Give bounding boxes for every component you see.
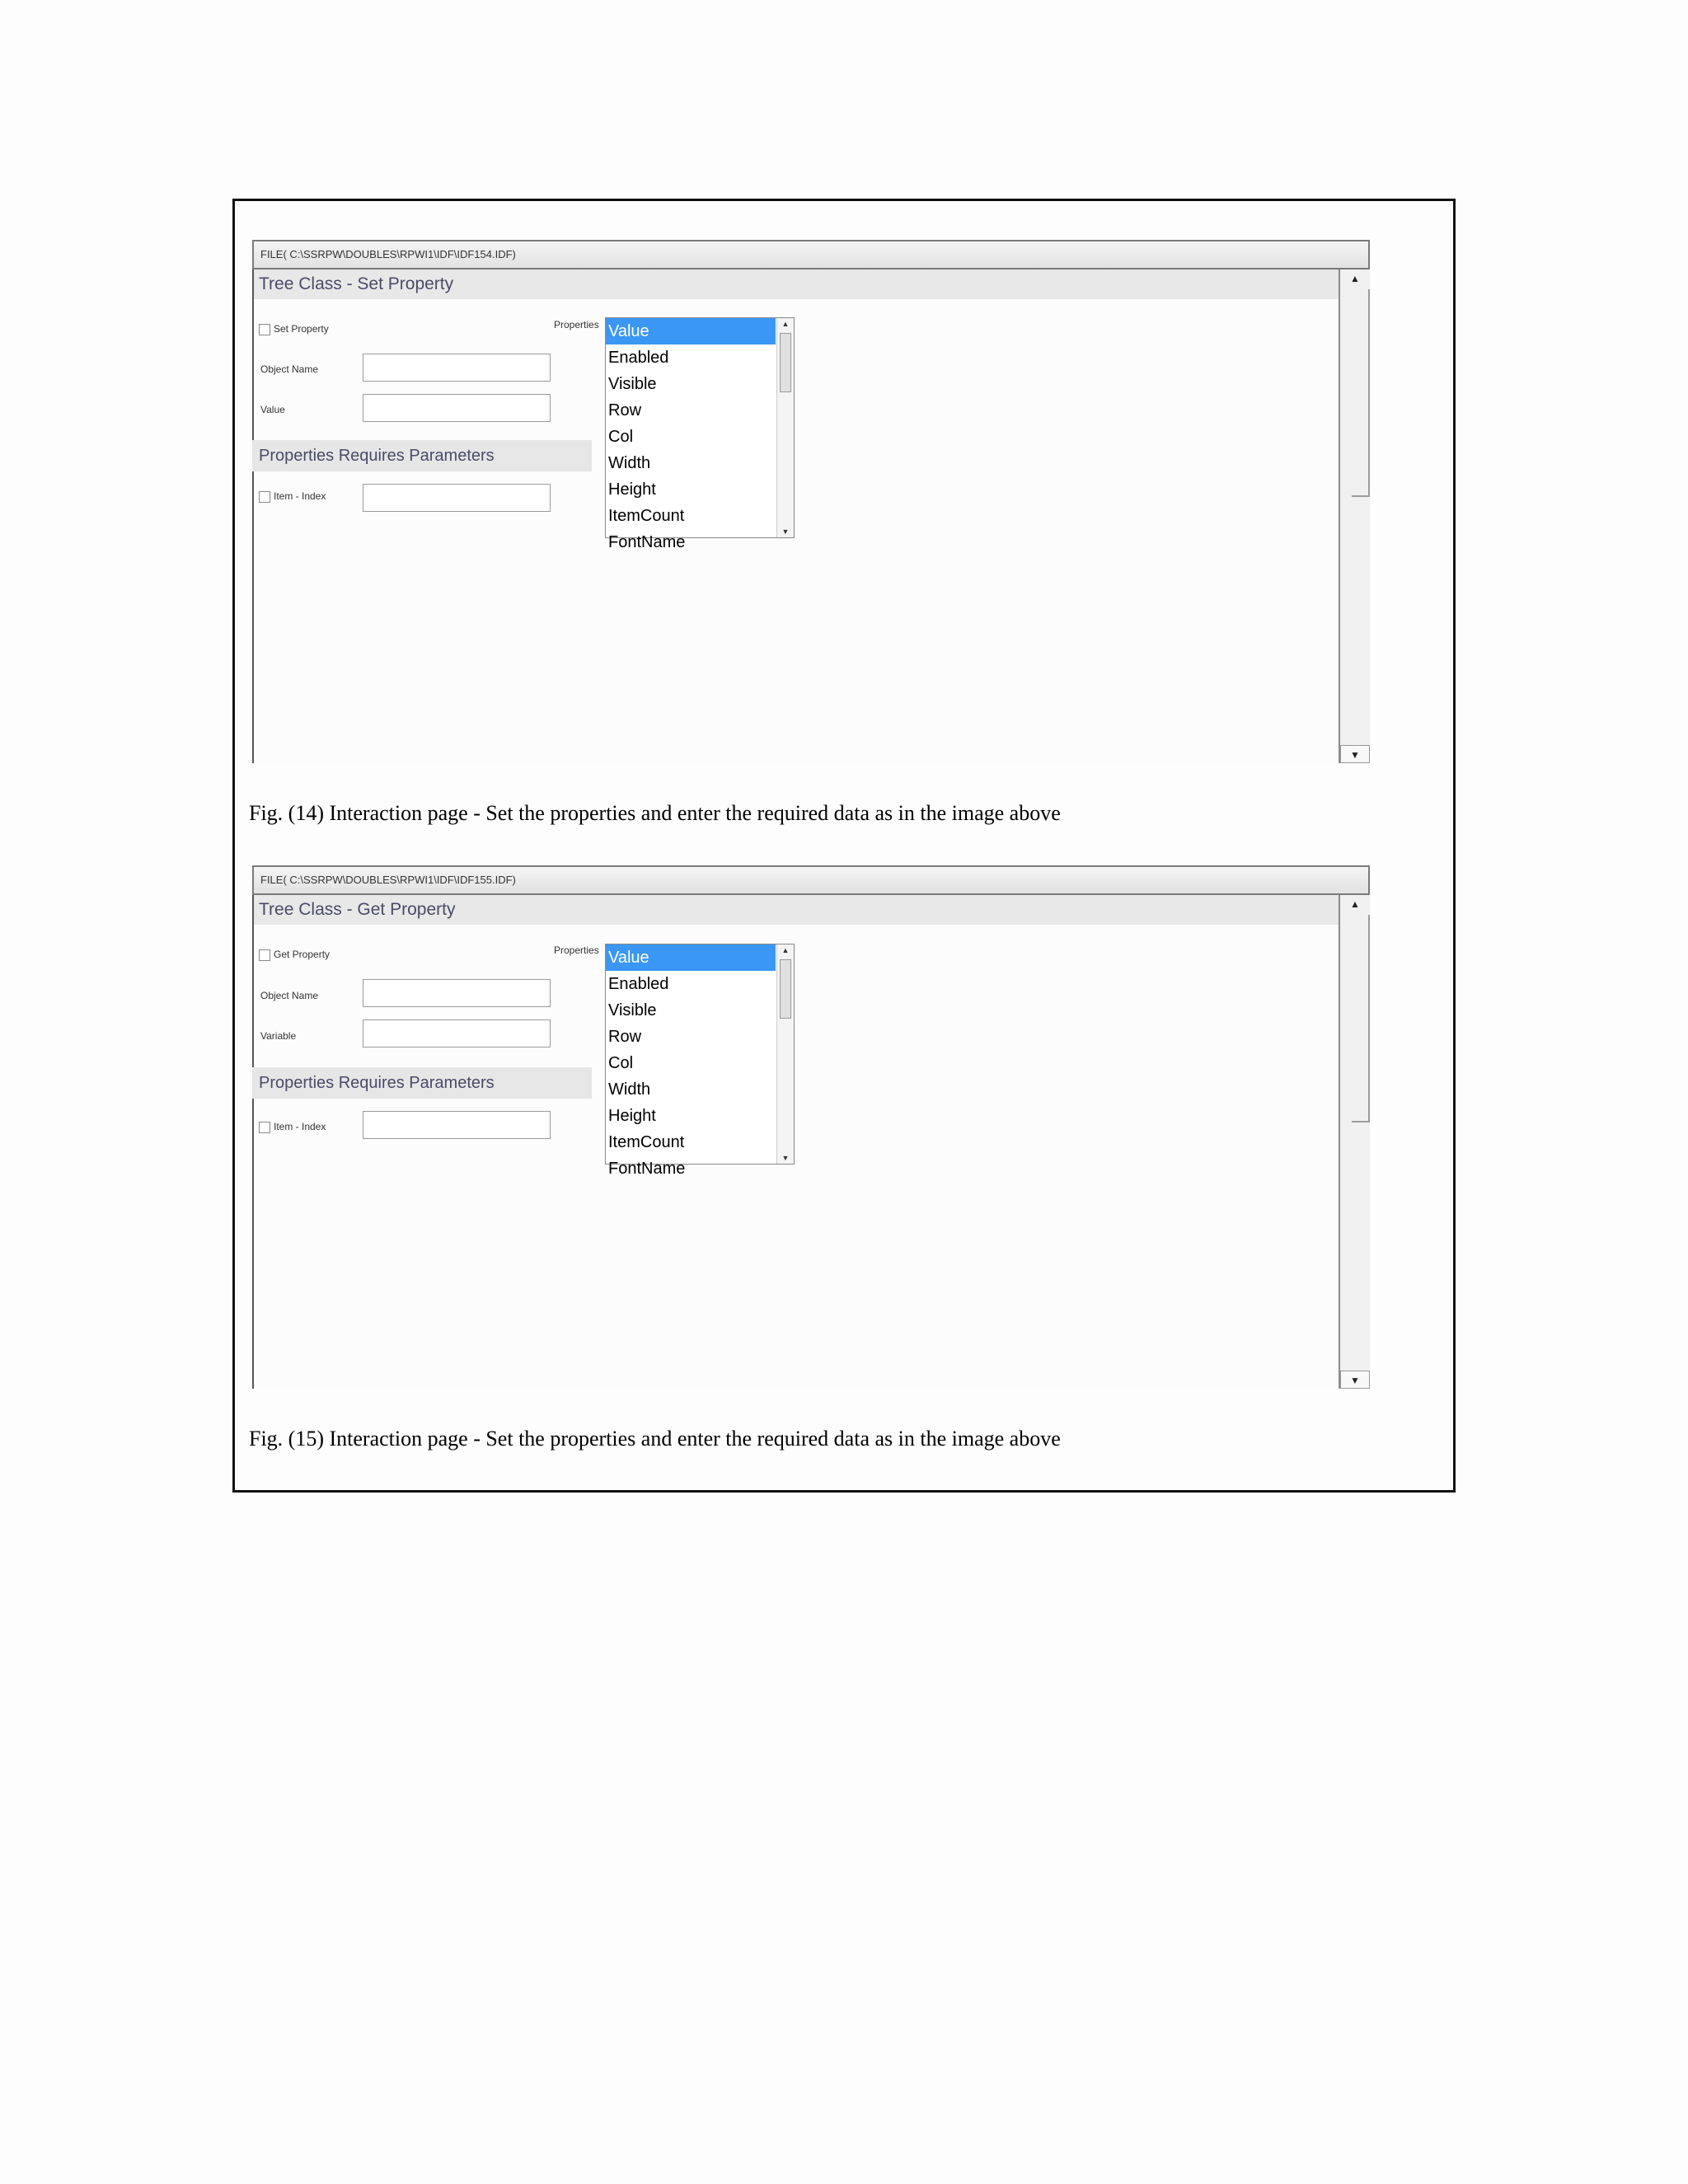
- scroll-down-arrow-icon[interactable]: ▼: [1340, 745, 1370, 763]
- set-property-label: Set Property: [274, 323, 329, 335]
- list-item-row[interactable]: Row: [608, 401, 642, 419]
- item-index-checkbox[interactable]: [259, 491, 270, 503]
- listbox-up-arrow-icon[interactable]: ▲: [781, 320, 790, 328]
- vertical-scrollbar[interactable]: [1339, 895, 1370, 1389]
- object-name-field[interactable]: [363, 354, 551, 382]
- object-name-label: Object Name: [260, 363, 319, 375]
- list-item-width[interactable]: Width: [608, 454, 651, 472]
- scroll-up-arrow-icon[interactable]: ▲: [1350, 273, 1360, 284]
- properties-label: Properties: [554, 944, 599, 956]
- list-item-height[interactable]: Height: [608, 1107, 656, 1125]
- variable-label: Variable: [260, 1030, 297, 1042]
- file-path-bar: FILE( C:\SSRPW\DOUBLES\RPWI1\IDF\IDF154.IDF): [252, 240, 1370, 269]
- listbox-items: [606, 944, 776, 1182]
- panel-title: Tree Class - Get Property: [252, 895, 1339, 925]
- list-item-col[interactable]: Col: [608, 428, 634, 446]
- list-item-enabled[interactable]: Enabled: [608, 975, 669, 993]
- vertical-scrollbar[interactable]: [1339, 269, 1370, 763]
- item-index-field[interactable]: [363, 1111, 551, 1139]
- list-item-value[interactable]: Value: [606, 944, 776, 971]
- listbox-down-arrow-icon[interactable]: ▼: [781, 527, 790, 536]
- list-item-fontname[interactable]: FontName: [608, 533, 686, 551]
- scrollbar-thumb[interactable]: [1352, 289, 1370, 497]
- get-property-label: Get Property: [274, 949, 331, 960]
- scroll-up-arrow-icon[interactable]: ▲: [1350, 898, 1360, 910]
- object-name-label: Object Name: [260, 990, 319, 1001]
- list-item-itemcount[interactable]: ItemCount: [608, 507, 685, 525]
- list-item-itemcount[interactable]: ItemCount: [608, 1133, 685, 1151]
- properties-listbox[interactable]: [605, 944, 795, 1178]
- listbox-scroll-thumb[interactable]: [780, 959, 791, 1019]
- item-index-checkbox[interactable]: [259, 1122, 270, 1133]
- list-item-col[interactable]: Col: [608, 1054, 634, 1072]
- listbox-down-arrow-icon[interactable]: ▼: [781, 1154, 790, 1162]
- list-item-visible[interactable]: Visible: [608, 375, 657, 393]
- list-item-value[interactable]: Value: [606, 318, 776, 344]
- object-name-field[interactable]: [363, 979, 551, 1007]
- list-item-enabled[interactable]: Enabled: [608, 349, 669, 367]
- properties-label: Properties: [554, 319, 599, 330]
- item-index-label: Item - Index: [274, 490, 326, 502]
- listbox-scrollbar[interactable]: [776, 318, 794, 537]
- scroll-down-arrow-icon[interactable]: ▼: [1340, 1371, 1370, 1389]
- file-path-bar: FILE( C:\SSRPW\DOUBLES\RPWI1\IDF\IDF155.IDF): [252, 865, 1370, 895]
- left-border: [252, 895, 254, 1389]
- list-item-width[interactable]: Width: [608, 1080, 651, 1099]
- params-section-header: Properties Requires Parameters: [252, 440, 592, 471]
- panel-title: Tree Class - Set Property: [252, 269, 1339, 299]
- get-property-checkbox[interactable]: [259, 949, 270, 961]
- item-index-field[interactable]: [363, 484, 551, 512]
- listbox-items: [606, 318, 776, 555]
- left-border: [252, 269, 254, 763]
- list-item-height[interactable]: Height: [608, 480, 656, 499]
- value-label: Value: [260, 404, 285, 415]
- listbox-up-arrow-icon[interactable]: ▲: [781, 946, 790, 954]
- list-item-fontname[interactable]: FontName: [608, 1160, 686, 1178]
- list-item-visible[interactable]: Visible: [608, 1001, 657, 1019]
- list-item-row[interactable]: Row: [608, 1028, 642, 1046]
- set-property-window: [252, 240, 1370, 763]
- figure-15-caption: Fig. (15) Interaction page - Set the properties and enter the required data as in the image above: [249, 1427, 1061, 1451]
- get-property-window: [252, 865, 1370, 1389]
- listbox-scroll-thumb[interactable]: [780, 333, 791, 392]
- listbox-scrollbar[interactable]: [776, 944, 794, 1164]
- properties-listbox[interactable]: [605, 317, 795, 551]
- value-field[interactable]: [363, 394, 551, 422]
- set-property-checkbox[interactable]: [259, 324, 270, 335]
- item-index-label: Item - Index: [274, 1121, 326, 1132]
- scrollbar-thumb[interactable]: [1352, 915, 1370, 1122]
- figure-14-caption: Fig. (14) Interaction page - Set the properties and enter the required data as in the image above: [249, 801, 1061, 825]
- params-section-header: Properties Requires Parameters: [252, 1067, 592, 1099]
- variable-field[interactable]: [363, 1019, 551, 1047]
